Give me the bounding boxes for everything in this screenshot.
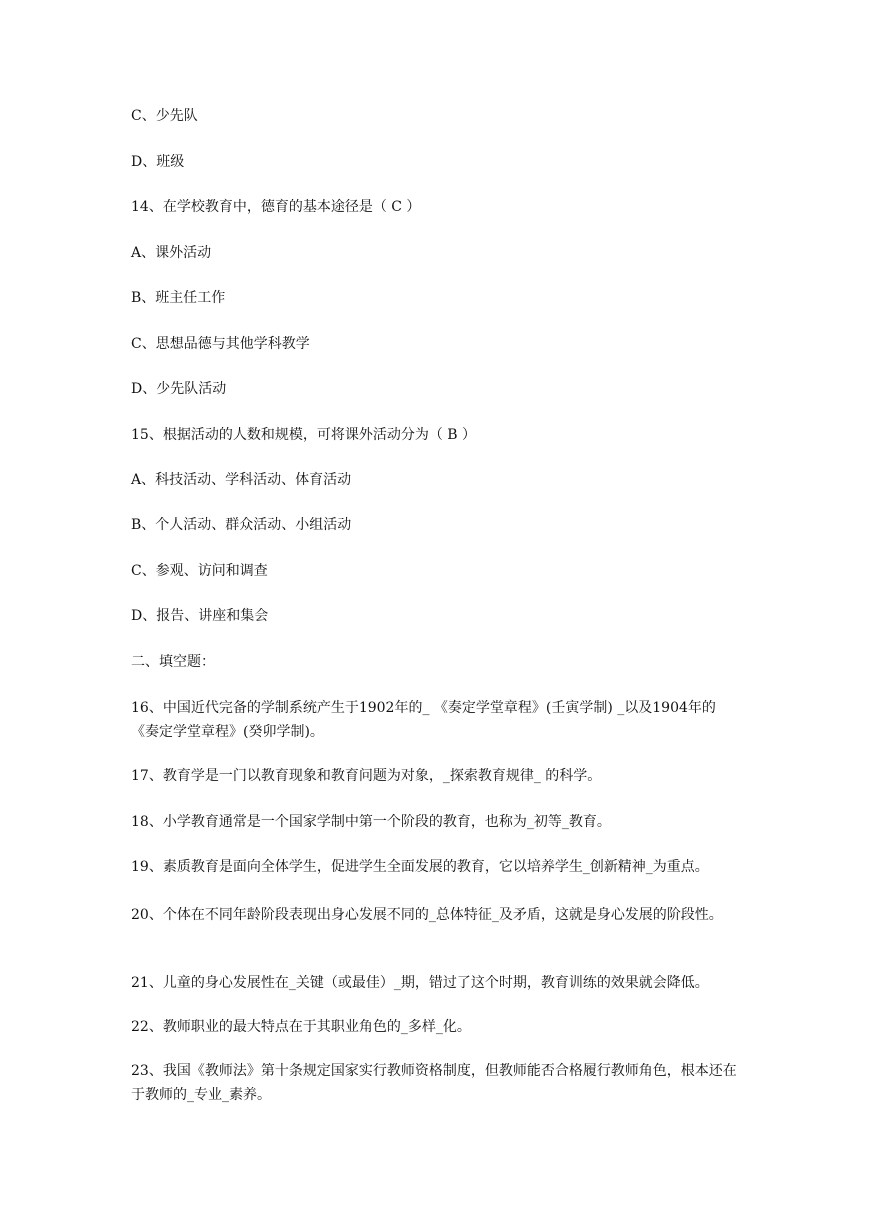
option-q14-c: C、思想品德与其他学科教学	[131, 336, 310, 352]
fill-item-16: 16、中国近代完备的学制系统产生于1902年的_ 《奏定学堂章程》(壬寅学制) _以及1904年的《奏定学堂章程》(癸卯学制)。	[131, 700, 716, 740]
fill-item-18: 18、小学教育通常是一个国家学制中第一个阶段的教育，也称为_初等_教育。	[131, 814, 611, 830]
fill-item-22: 22、教师职业的最大特点在于其职业角色的_多样_化。	[131, 1019, 471, 1035]
option-q14-b: B、班主任工作	[131, 290, 226, 306]
option-q15-c: C、参观、访问和调查	[131, 563, 268, 579]
fill-item-19: 19、素质教育是面向全体学生，促进学生全面发展的教育，它以培养学生_创新精神_为重点。	[131, 859, 709, 875]
option-q13-c: C、少先队	[131, 108, 198, 124]
fill-item-20: 20、个体在不同年龄阶段表现出身心发展不同的_总体特征_及矛盾，这就是身心发展的阶段性。	[131, 907, 723, 923]
fill-item-23: 23、我国《教师法》第十条规定国家实行教师资格制度，但教师能否合格履行教师角色，根本还在于教师的_专业_素养。	[131, 1063, 737, 1103]
option-q15-d: D、报告、讲座和集会	[131, 608, 269, 624]
option-q13-d: D、班级	[131, 154, 185, 170]
option-q14-a: A、课外活动	[131, 245, 212, 261]
question-14: 14、在学校教育中，德育的基本途径是（ C ）	[131, 199, 421, 215]
option-q14-d: D、少先队活动	[131, 381, 227, 397]
question-15: 15、根据活动的人数和规模，可将课外活动分为（ B ）	[131, 427, 477, 443]
fill-item-21: 21、儿童的身心发展性在_关键（或最佳）_期，错过了这个时期，教育训练的效果就会降低。	[131, 975, 709, 991]
fill-item-17: 17、教育学是一门以教育现象和教育问题为对象，_探索教育规律_ 的科学。	[131, 768, 602, 784]
option-q15-b: B、个人活动、群众活动、小组活动	[131, 517, 352, 533]
option-q15-a: A、科技活动、学科活动、体育活动	[131, 472, 352, 488]
section-heading-fill-in: 二、填空题：	[131, 654, 215, 670]
